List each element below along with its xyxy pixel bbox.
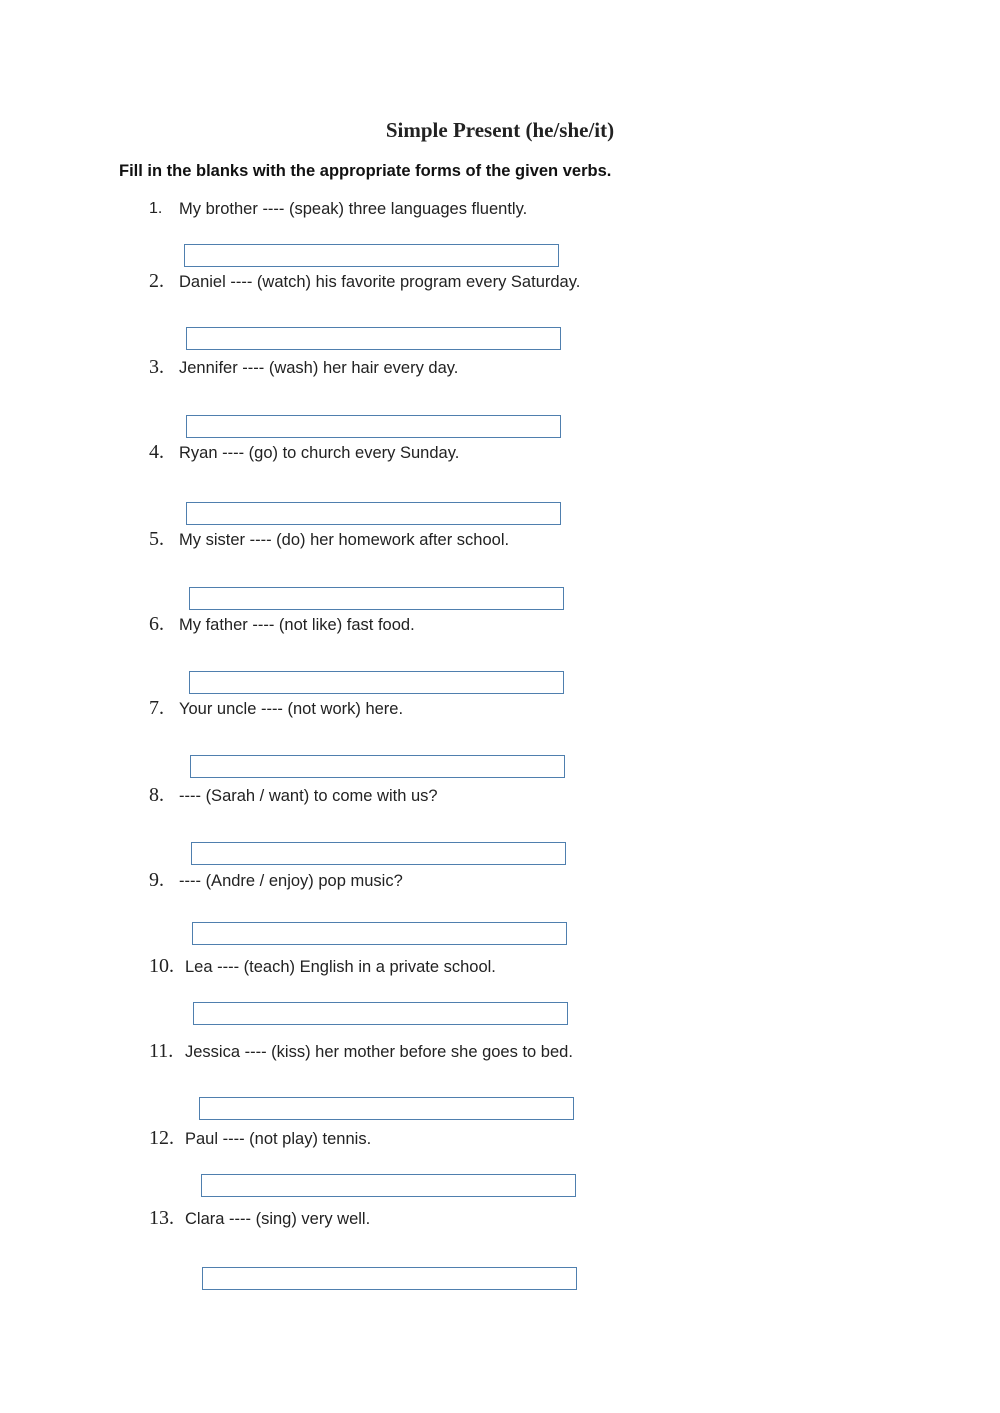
answer-input[interactable]	[202, 1267, 577, 1290]
question-number: 11.	[149, 1040, 174, 1062]
answer-input[interactable]	[186, 327, 561, 350]
question-number: 2.	[149, 270, 164, 292]
question-number: 13.	[149, 1207, 174, 1229]
question-text: My sister ---- (do) her homework after school.	[179, 531, 510, 549]
question-number: 9.	[149, 869, 164, 891]
question-text: My brother ---- (speak) three languages fluently.	[179, 200, 528, 218]
question-text: ---- (Andre / enjoy) pop music?	[179, 872, 403, 890]
question-text: Paul ---- (not play) tennis.	[185, 1130, 372, 1148]
question-number: 7.	[149, 697, 164, 719]
instructions: Fill in the blanks with the appropriate forms of the given verbs.	[119, 162, 612, 180]
question-text: Lea ---- (teach) English in a private school.	[185, 958, 496, 976]
answer-input[interactable]	[199, 1097, 574, 1120]
question-text: Jennifer ---- (wash) her hair every day.	[179, 359, 459, 377]
question-number: 6.	[149, 613, 164, 635]
answer-input[interactable]	[184, 244, 559, 267]
answer-input[interactable]	[192, 922, 567, 945]
question-number: 5.	[149, 528, 164, 550]
question-text: ---- (Sarah / want) to come with us?	[179, 787, 438, 805]
answer-input[interactable]	[189, 587, 564, 610]
question-text: Clara ---- (sing) very well.	[185, 1210, 371, 1228]
question-number: 3.	[149, 356, 164, 378]
question-number: 10.	[149, 955, 174, 977]
worksheet-title: Simple Present (he/she/it)	[385, 118, 615, 142]
question-text: Ryan ---- (go) to church every Sunday.	[179, 444, 460, 462]
answer-input[interactable]	[190, 755, 565, 778]
answer-input[interactable]	[191, 842, 566, 865]
answer-input[interactable]	[193, 1002, 568, 1025]
question-number: 4.	[149, 441, 164, 463]
question-text: Your uncle ---- (not work) here.	[179, 700, 404, 718]
answer-input[interactable]	[186, 502, 561, 525]
question-text: Jessica ---- (kiss) her mother before she goes to bed.	[185, 1043, 573, 1061]
answer-input[interactable]	[189, 671, 564, 694]
answer-input[interactable]	[186, 415, 561, 438]
answer-input[interactable]	[201, 1174, 576, 1197]
question-text: Daniel ---- (watch) his favorite program every Saturday.	[179, 273, 581, 291]
question-number: 12.	[149, 1127, 174, 1149]
question-number: 8.	[149, 784, 164, 806]
question-number: 1.	[149, 200, 163, 217]
question-text: My father ---- (not like) fast food.	[179, 616, 415, 634]
